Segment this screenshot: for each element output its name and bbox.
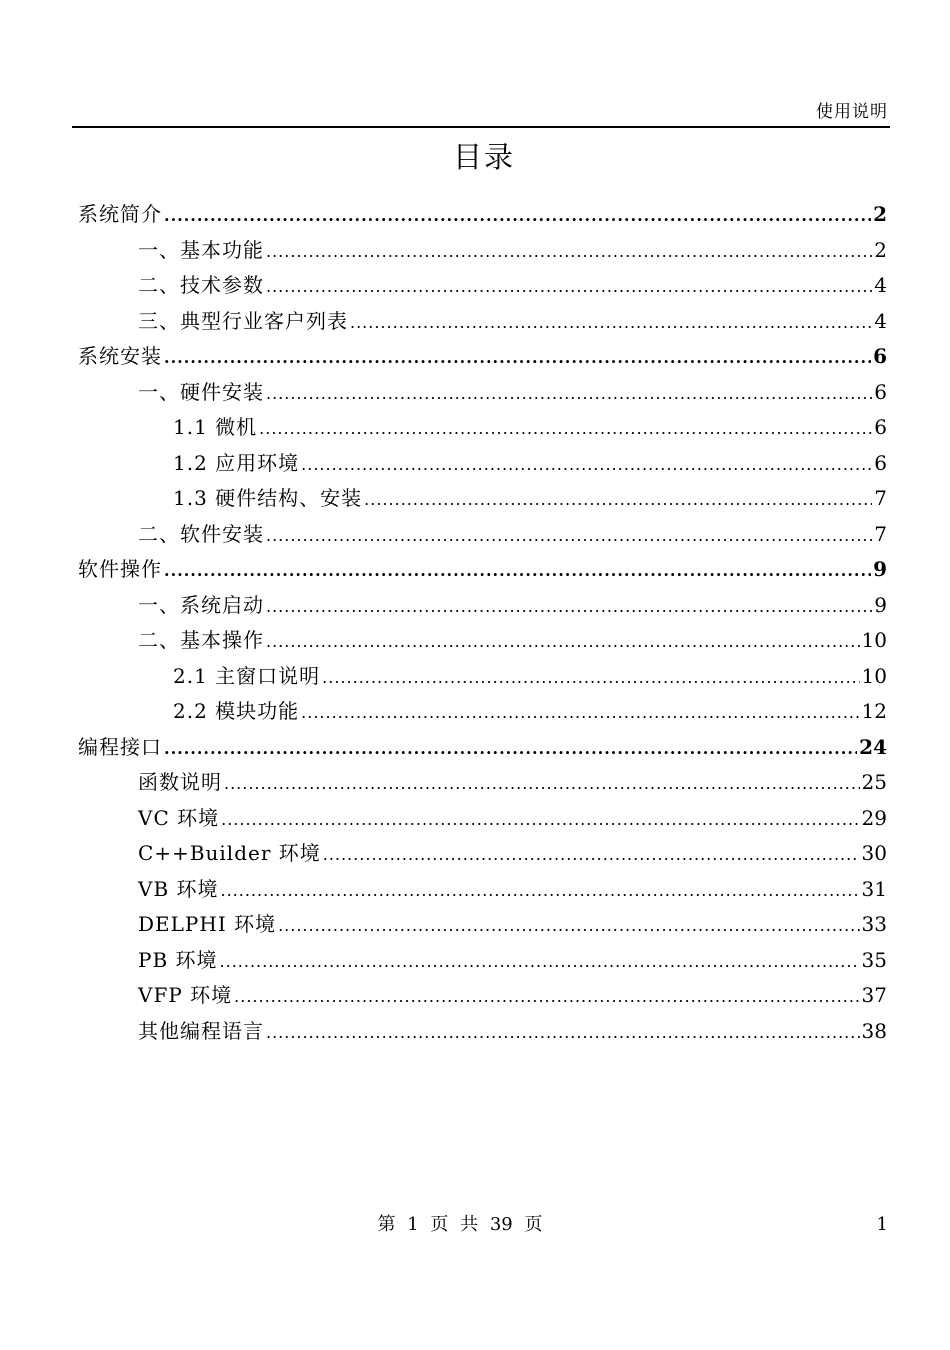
toc-entry[interactable] [138, 838, 887, 868]
toc-entry-label: 二、技术参数 [138, 273, 264, 297]
toc-entry-page: 29 [861, 805, 887, 830]
toc-entry-leader [266, 521, 872, 551]
toc-entry[interactable] [138, 590, 887, 620]
toc-entry-label: 1.3 硬件结构、安装 [173, 486, 363, 510]
toc-entry-page: 38 [861, 1018, 887, 1043]
toc-entry-page: 2 [874, 237, 887, 262]
toc-entry-page: 9 [874, 592, 887, 617]
toc-entry-leader [364, 485, 872, 515]
toc-entry[interactable] [138, 980, 887, 1010]
toc-entry-page: 6 [874, 379, 887, 404]
toc-entry[interactable] [138, 1016, 887, 1046]
footer-page-number: 1 [876, 1214, 888, 1235]
toc-entry-leader [266, 592, 872, 622]
toc-entry-leader [164, 734, 857, 764]
toc-entry-page: 4 [874, 308, 887, 333]
toc-entry[interactable] [138, 270, 887, 300]
toc-entry-page: 6 [874, 450, 887, 475]
toc-entry-page: 9 [873, 557, 887, 581]
toc-entry-label: 一、硬件安装 [138, 379, 264, 404]
toc-entry[interactable] [138, 803, 887, 833]
toc-entry-label: 函数说明 [138, 770, 222, 794]
toc-entry-leader [266, 379, 872, 409]
toc-entry-label: 一、系统启动 [138, 592, 264, 617]
toc-entry[interactable] [78, 199, 887, 229]
toc-entry[interactable] [138, 767, 887, 797]
toc-entry-page: 30 [861, 841, 887, 865]
footer-page-count: 第 1 页 共 39 页 [377, 1214, 543, 1235]
toc-entry-leader [301, 450, 872, 480]
toc-entry[interactable] [138, 519, 887, 549]
toc-entry-label: 其他编程语言 [138, 1018, 264, 1043]
toc-entry-page: 33 [861, 912, 887, 936]
toc-entry-leader [266, 1018, 860, 1048]
toc-entry-leader [221, 876, 860, 906]
toc-entry-page: 35 [861, 947, 887, 972]
toc-entry[interactable] [138, 874, 887, 904]
toc-entry-label: PB 环境 [138, 947, 218, 972]
toc-entry-leader [266, 627, 860, 657]
toc-entry[interactable] [138, 909, 887, 939]
toc-entry-page: 6 [873, 344, 887, 368]
toc-entry-label: VB 环境 [138, 876, 219, 901]
toc-entry-label: 1.1 微机 [173, 415, 258, 439]
toc-entry-leader [221, 805, 859, 835]
toc-entry-leader [266, 237, 872, 267]
toc-entry-leader [164, 343, 871, 373]
toc-entry-label: 二、基本操作 [138, 628, 264, 652]
toc-entry-page: 2 [873, 202, 887, 226]
toc-entry-page: 4 [874, 273, 887, 297]
toc-entry-label: 2.2 模块功能 [173, 699, 300, 723]
toc-entry-leader [220, 947, 860, 977]
toc-entry-label: 一、基本功能 [138, 237, 264, 262]
toc-entry[interactable] [173, 696, 887, 726]
header-rule [72, 126, 890, 128]
toc-entry-label: 2.1 主窗口说明 [173, 663, 321, 688]
toc-entry[interactable] [78, 732, 887, 762]
toc-entry[interactable] [173, 412, 887, 442]
toc-entry-leader [350, 308, 872, 338]
toc-entry-label: 编程接口 [78, 734, 162, 759]
toc-entry[interactable] [78, 341, 887, 371]
toc-entry-leader [234, 982, 859, 1012]
toc-entry-page: 25 [861, 770, 887, 794]
toc-entry-page: 37 [861, 983, 887, 1007]
toc-entry-page: 7 [874, 486, 887, 510]
toc-entry-page: 10 [861, 628, 887, 652]
toc-entry-page: 7 [874, 521, 887, 546]
toc-entry[interactable] [173, 483, 887, 513]
toc-entry-leader [266, 272, 872, 302]
toc-entry-leader [259, 414, 872, 444]
header-title: 使用说明 [816, 102, 888, 122]
toc-entry[interactable] [138, 306, 887, 336]
toc-entry-label: 系统安装 [78, 344, 162, 368]
toc-entry-label: 1.2 应用环境 [173, 450, 300, 475]
toc-entry-label: DELPHI 环境 [138, 912, 277, 936]
toc-entry[interactable] [173, 448, 887, 478]
toc-entry-page: 31 [861, 876, 887, 901]
toc-entry[interactable] [138, 235, 887, 265]
toc-entry-label: VC 环境 [138, 805, 220, 830]
toc-entry-leader [164, 201, 871, 231]
toc-entry-leader [224, 769, 860, 799]
toc-entry-leader [301, 698, 859, 728]
toc-title: 目录 [452, 140, 515, 174]
toc-entry-label: 系统简介 [78, 202, 162, 226]
toc-entry-leader [322, 663, 859, 693]
toc-entry-leader [278, 911, 859, 941]
toc-entry[interactable] [138, 945, 887, 975]
toc-entry-label: 软件操作 [78, 557, 162, 581]
toc-entry-page: 24 [859, 734, 887, 759]
toc-entry-page: 12 [861, 699, 887, 723]
toc-entry[interactable] [173, 661, 887, 691]
toc-entry-leader [323, 840, 860, 870]
toc-entry-label: C++Builder 环境 [138, 841, 321, 865]
toc-entry[interactable] [138, 377, 887, 407]
toc-entry-label: VFP 环境 [138, 983, 233, 1007]
toc-entry-page: 6 [874, 415, 887, 439]
toc-entry-leader [164, 556, 871, 586]
toc-entry[interactable] [138, 625, 887, 655]
toc-entry-label: 三、典型行业客户列表 [138, 308, 348, 333]
toc-entry-label: 二、软件安装 [138, 521, 264, 546]
toc-entry-page: 10 [861, 663, 887, 688]
toc-entry[interactable] [78, 554, 887, 584]
